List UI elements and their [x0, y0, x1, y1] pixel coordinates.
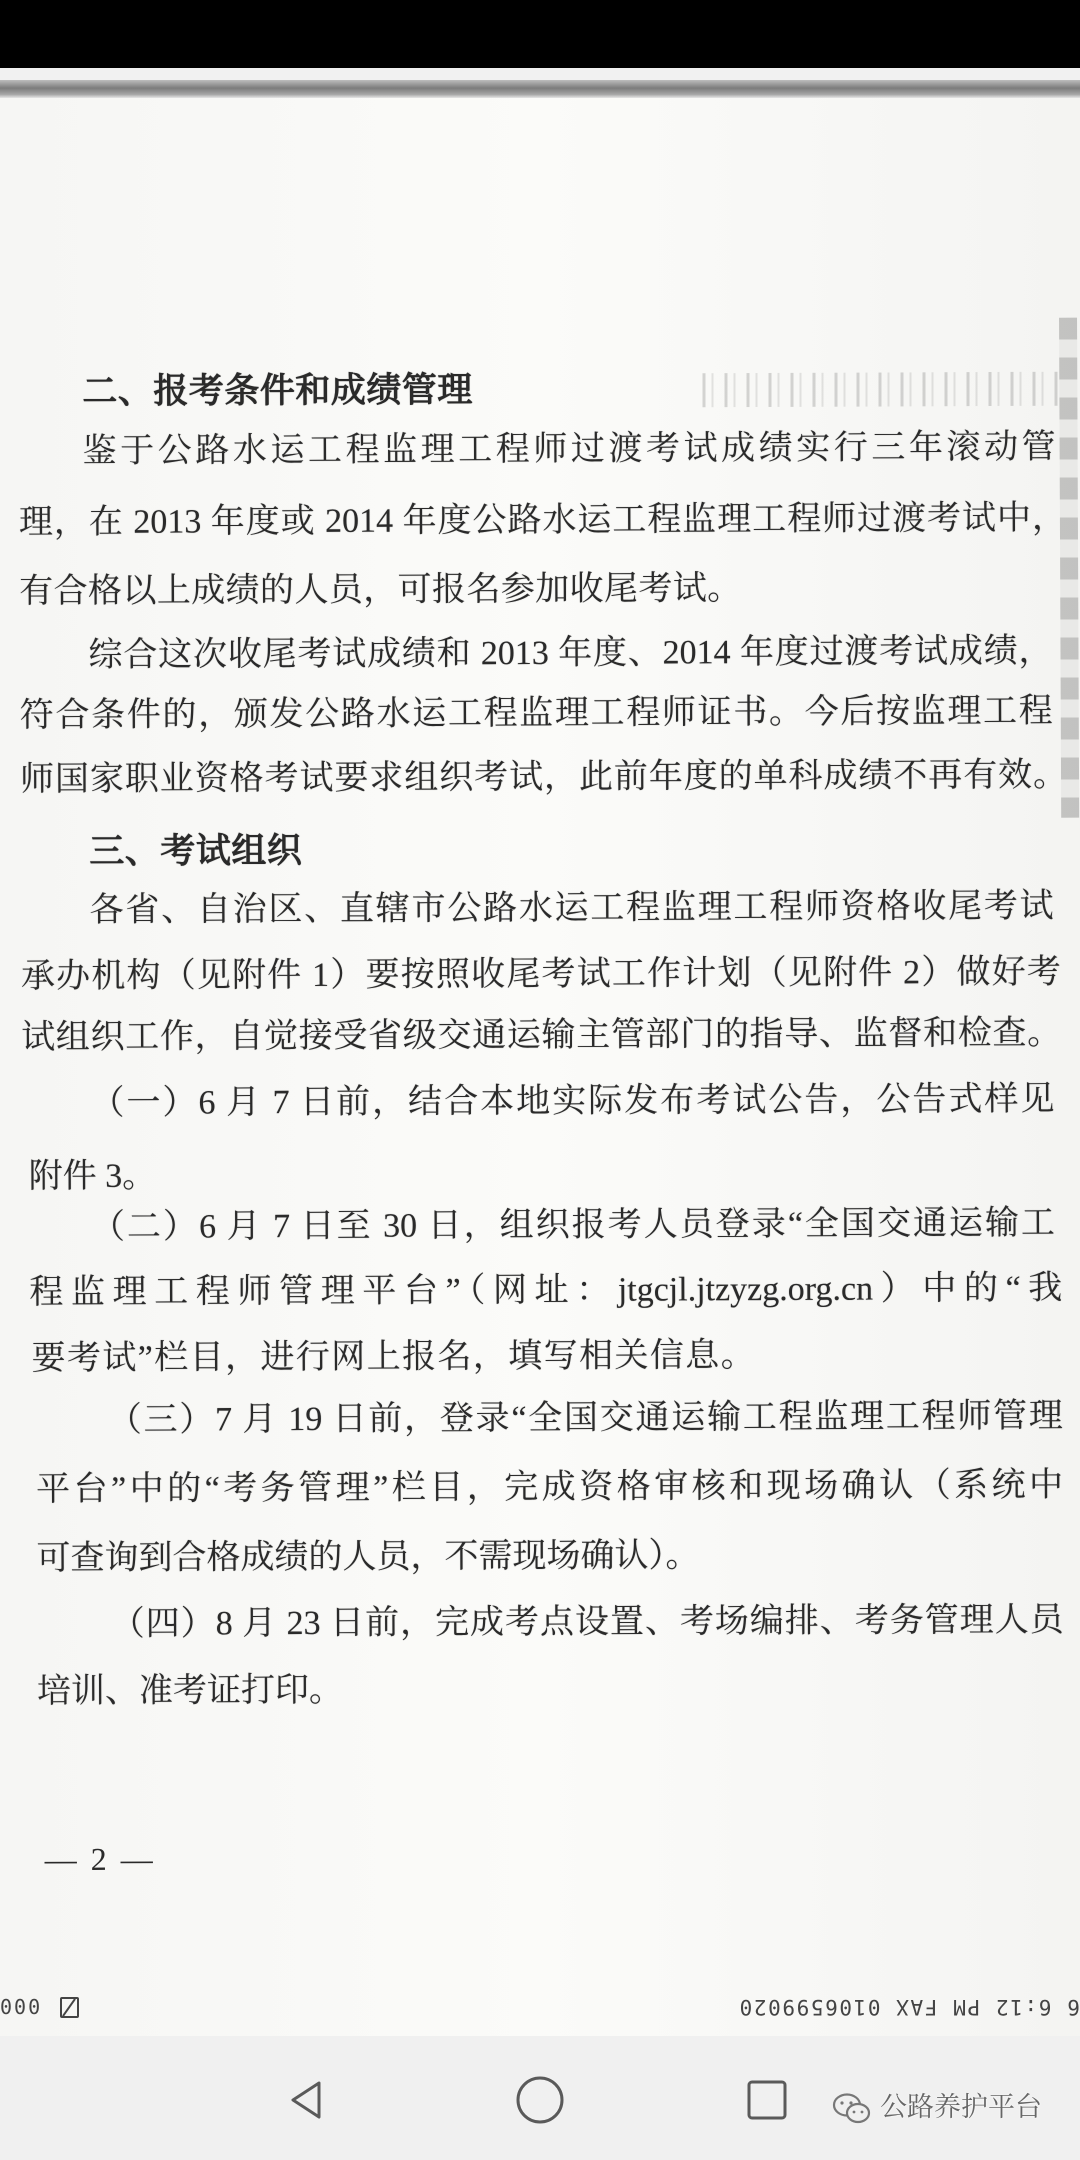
paragraph-line: 承办机构（见附件 1）要按照收尾考试工作计划（见附件 2）做好考: [20, 953, 1061, 996]
wechat-icon: [832, 2092, 872, 2126]
paragraph-line: （四）8 月 23 日前，完成考点设置、考场编排、考务管理人员: [110, 1601, 1064, 1643]
fax-page-icon: [60, 1997, 79, 2018]
page-number: — 2 —: [44, 1840, 156, 1878]
paragraph-line: 符合条件的，颁发公路水运工程监理工程师证书。今后按监理工程: [19, 692, 1053, 735]
fax-header-right: 6 6:12 PM FAX 0106599020: [738, 1995, 1080, 2019]
home-button[interactable]: [515, 2075, 565, 2125]
paragraph-line: 平台”中的“考务管理”栏目，完成资格审核和现场确认（系统中: [36, 1466, 1064, 1509]
back-triangle-icon: [284, 2078, 328, 2122]
paragraph-line: 培训、准考证打印。: [36, 1671, 344, 1711]
recent-apps-square-icon: [746, 2079, 788, 2121]
paragraph-line: （二）6 月 7 日至 30 日，组织报考人员登录“全国交通运输工: [90, 1204, 1056, 1246]
section-3-heading: 三、考试组织: [89, 831, 303, 871]
section-2-heading: 二、报考条件和成绩管理: [82, 370, 473, 411]
back-button[interactable]: [284, 2078, 328, 2122]
watermark-text: 公路养护平台: [880, 2092, 1042, 2123]
paragraph-line: 程监理工程师管理平台”（网址：jtgcjl.jtzyzg.org.cn）中的“我: [29, 1269, 1063, 1312]
bleed-through-artifact: [702, 372, 1062, 408]
paragraph-line: （一）6 月 7 日前，结合本地实际发布考试公告，公告式样见: [90, 1080, 1055, 1122]
paragraph-line: 要考试”栏目，进行网上报名，填写相关信息。: [31, 1337, 757, 1378]
paragraph-line: 有合格以上成绩的人员，可报名参加收尾考试。: [19, 570, 742, 611]
scan-right-edge-artifact: [1059, 318, 1079, 818]
home-circle-icon: [515, 2075, 565, 2125]
paragraph-line: 综合这次收尾考试成绩和 2013 年度、2014 年度过渡考试成绩，: [88, 632, 1053, 674]
paragraph-line: 鉴于公路水运工程监理工程师过渡考试成绩实行三年滚动管: [82, 428, 1056, 470]
paragraph-line: （三）7 月 19 日前，登录“全国交通运输工程监理工程师管理: [107, 1397, 1063, 1439]
paragraph-line: 试组织工作，自觉接受省级交通运输主管部门的指导、监督和检查。: [21, 1014, 1062, 1057]
paragraph-line: 各省、自治区、直辖市公路水运工程监理工程师资格收尾考试: [89, 887, 1054, 929]
paragraph-line: 理，在 2013 年度或 2014 年度公路水运工程监理工程师过渡考试中，: [18, 499, 1066, 542]
fax-header-left: 000: [0, 1995, 43, 2019]
recent-apps-button[interactable]: [746, 2079, 788, 2121]
paragraph-line: 师国家职业资格考试要求组织考试，此前年度的单科成绩不再有效。: [19, 756, 1068, 799]
paragraph-line: 附件 3。: [28, 1157, 157, 1196]
paragraph-line: 可查询到合格成绩的人员，不需现场确认）。: [36, 1537, 700, 1578]
